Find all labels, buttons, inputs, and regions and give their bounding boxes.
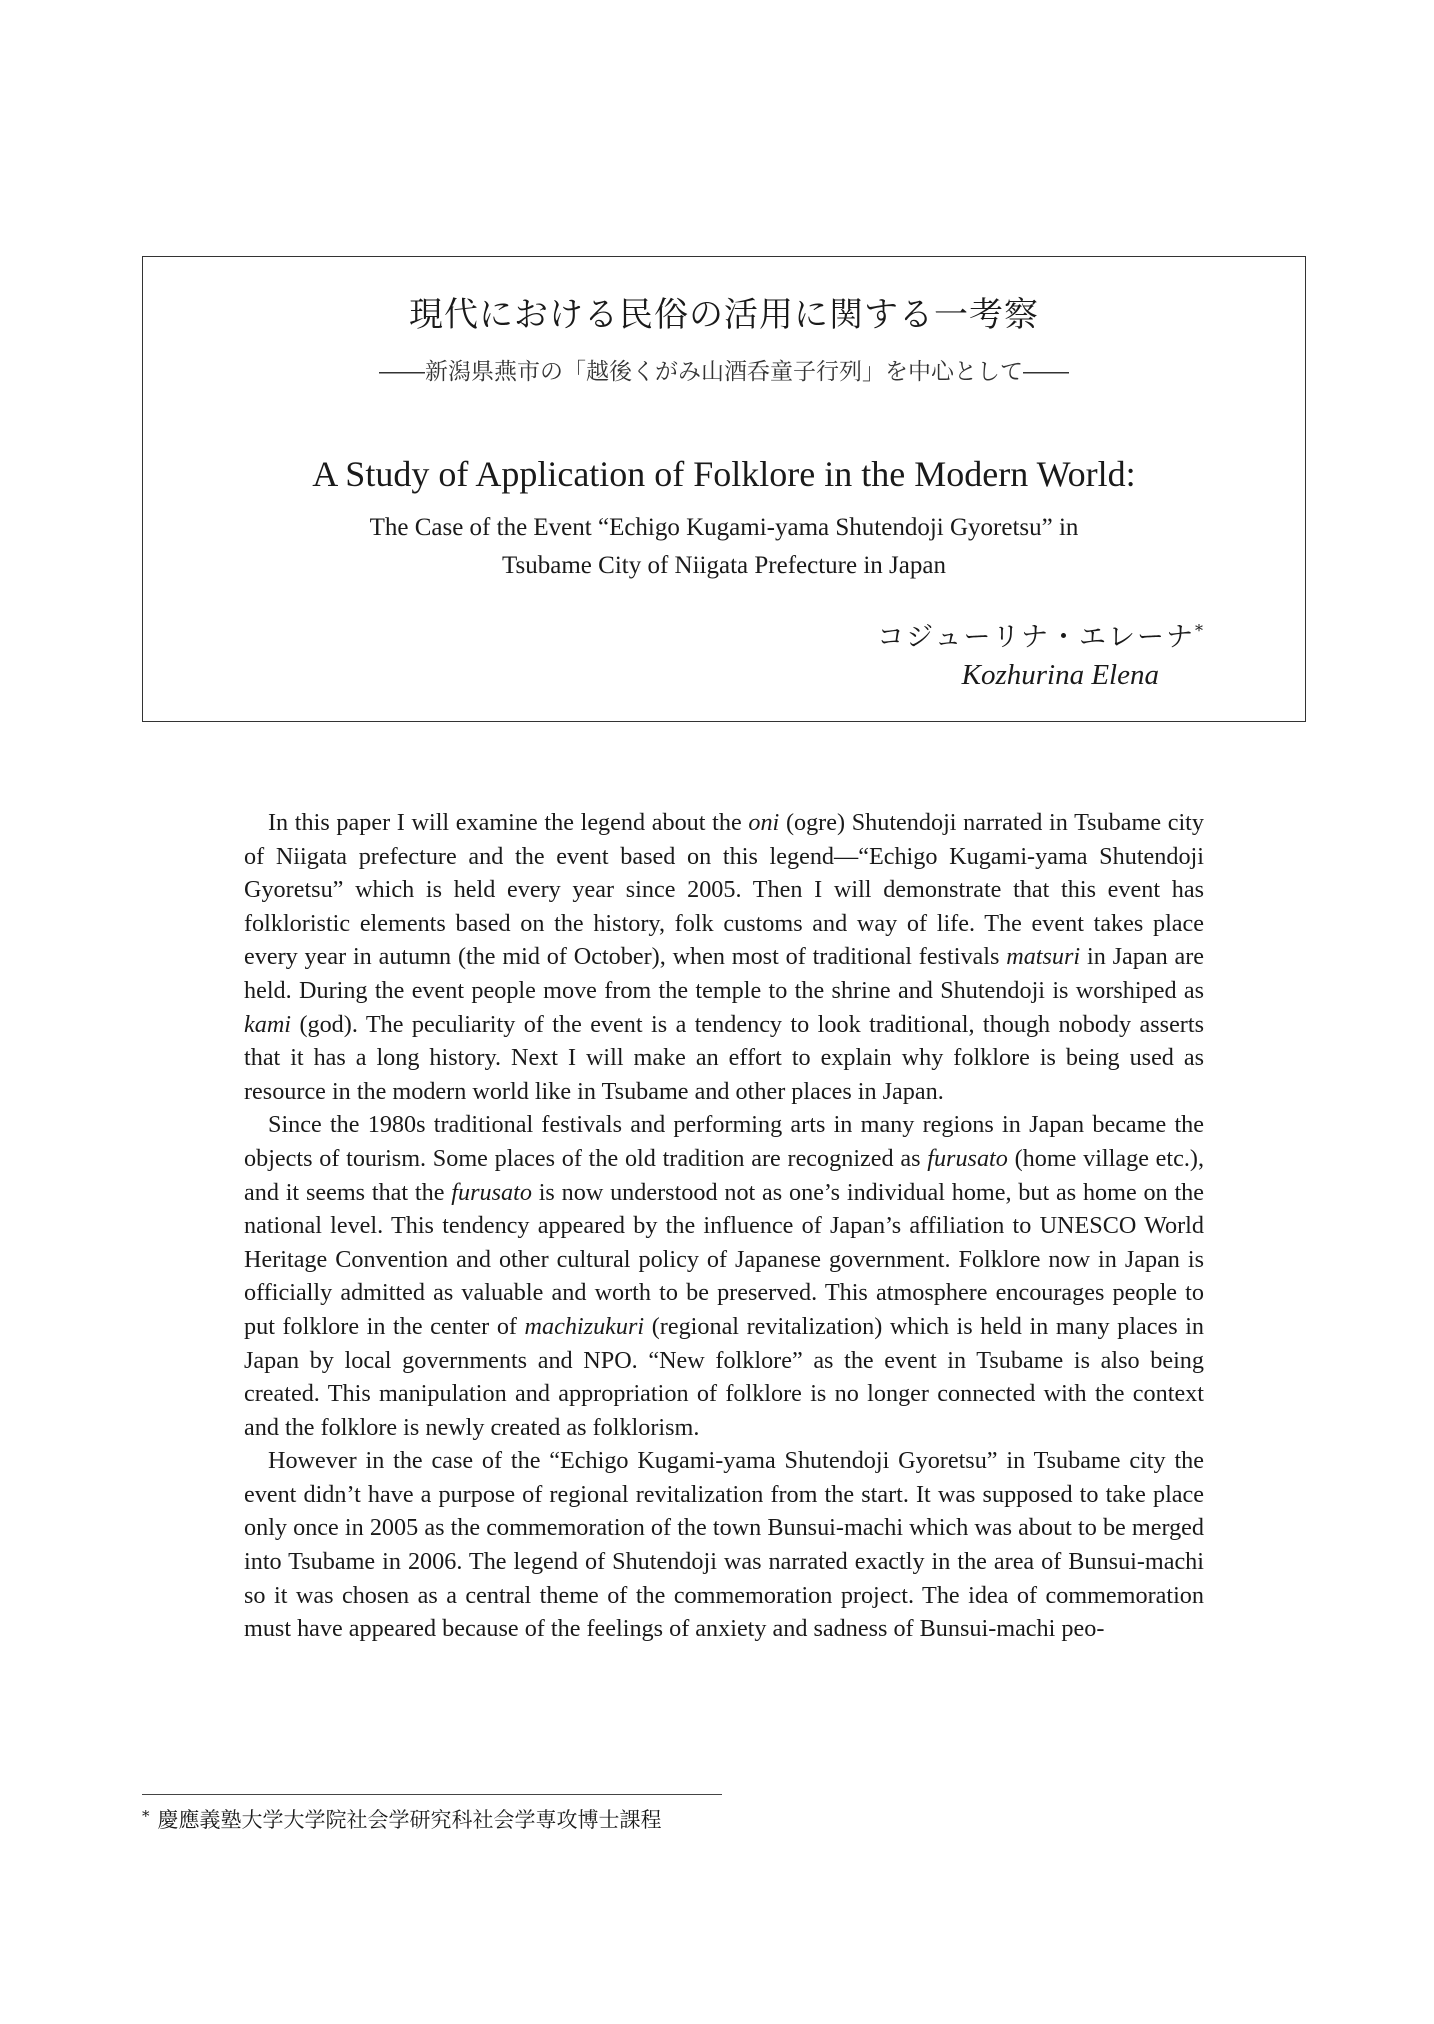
author-name-japanese [877, 615, 1205, 654]
english-subtitle-line-1: The Case of the Event “Echigo Kugami-yama Shutendoji Gyoretsu” in [369, 514, 1079, 541]
title-box [142, 256, 1306, 722]
footnote [142, 1804, 662, 1834]
paragraph-2-text-b: (home village etc.), and it seems that the [244, 1144, 1205, 1206]
paragraph-2-text-a: Since the 1980s traditional festivals and performing arts in many regions in Japan became the objects of tourism. Some places of the old tradition are recognized as [244, 1111, 1204, 1172]
english-subtitle [143, 509, 1305, 585]
paragraph-1-text-d: (god). The peculiarity of the event is a tendency to look traditional, though nobody asserts that it has a long history. Next I will make an effort to explain why folklore is being used as resource in the modern world like in Tsubame and other places in Japan. [244, 1010, 1204, 1105]
japanese-title: 現代における民俗の活用に関する一考察 [409, 295, 1039, 335]
paragraph-2-text-d: (regional revitalization) which is held in many places in Japan by local governments and NPO. “New folklore” as the event in Tsubame is also being created. This manipulation and appropriation of folklore is no longer connected with the context and the folklore is newly created as folklorism. [244, 1312, 1205, 1441]
paragraph-2-text-c: is now understood not as one’s individual home, but as home on the national level. This tendency appeared by the influence of Japan’s affiliation to UNESCO World Heritage Convention and other cultural policy of Japanese government. Folklore now in Japan is officially admitted as valuable and worth to be preserved. This atmosphere encourages people to put folklore in the center of [244, 1178, 1204, 1340]
term-furusato-2: furusato [451, 1178, 532, 1206]
footnote-mark: * [142, 1807, 150, 1825]
japanese-subtitle: ――新潟県燕市の「越後くがみ山酒呑童子行列」を中心として―― [379, 359, 1069, 385]
footnote-text: 慶應義塾大学大学院社会学研究科社会学専攻博士課程 [157, 1808, 662, 1832]
paragraph-1 [244, 806, 1204, 1108]
paragraph-2 [244, 1108, 1204, 1444]
paragraph-3: However in the case of the “Echigo Kugami-yama Shutendoji Gyoretsu” in Tsubame city the event didn’t have a purpose of regional revitalization from the start. It was supposed to take place only once in 2005 as the commemoration of the town Bunsui-machi which was about to be merged into Tsubame in 2006. The legend of Shutendoji was narrated exactly in the area of Bunsui-machi so it was chosen as a central theme of the commemoration project. The idea of commemoration must have appeared because of the feelings of anxiety and sadness of Bunsui-machi peo- [244, 1447, 1204, 1643]
author-name-english: Kozhurina Elena [961, 659, 1159, 691]
paragraph-1-text-c: in Japan are held. During the event people move from the temple to the shrine and Shutendoji is worshiped as [244, 943, 1205, 1004]
term-machizukuri: machizukuri [524, 1312, 645, 1340]
abstract-body [244, 806, 1204, 1646]
term-oni: oni [748, 809, 780, 836]
term-furusato: furusato [927, 1144, 1008, 1172]
english-title: A Study of Application of Folklore in the Modern World: [312, 454, 1136, 494]
author-name-japanese-text: コジューリナ・エレーナ [877, 622, 1195, 653]
term-kami: kami [244, 1010, 292, 1038]
paragraph-1-text-b: (ogre) Shutendoji narrated in Tsubame city of Niigata prefecture and the event based on this legend—“Echigo Kugami-yama Shutendoji Gyoretsu” which is held every year since 2005. Then I will demonstrate that this event has folkloristic elements based on the history, folk customs and way of life. The event takes place every year in autumn (the mid of October), when most of traditional festivals [244, 809, 1204, 971]
paragraph-1-text-a: In this paper I will examine the legend about the [268, 809, 749, 836]
footnote-rule [142, 1794, 722, 1795]
english-subtitle-line-2: Tsubame City of Niigata Prefecture in Japan [502, 552, 946, 579]
term-matsuri: matsuri [1006, 943, 1081, 971]
author-footnote-mark: * [1195, 621, 1205, 640]
